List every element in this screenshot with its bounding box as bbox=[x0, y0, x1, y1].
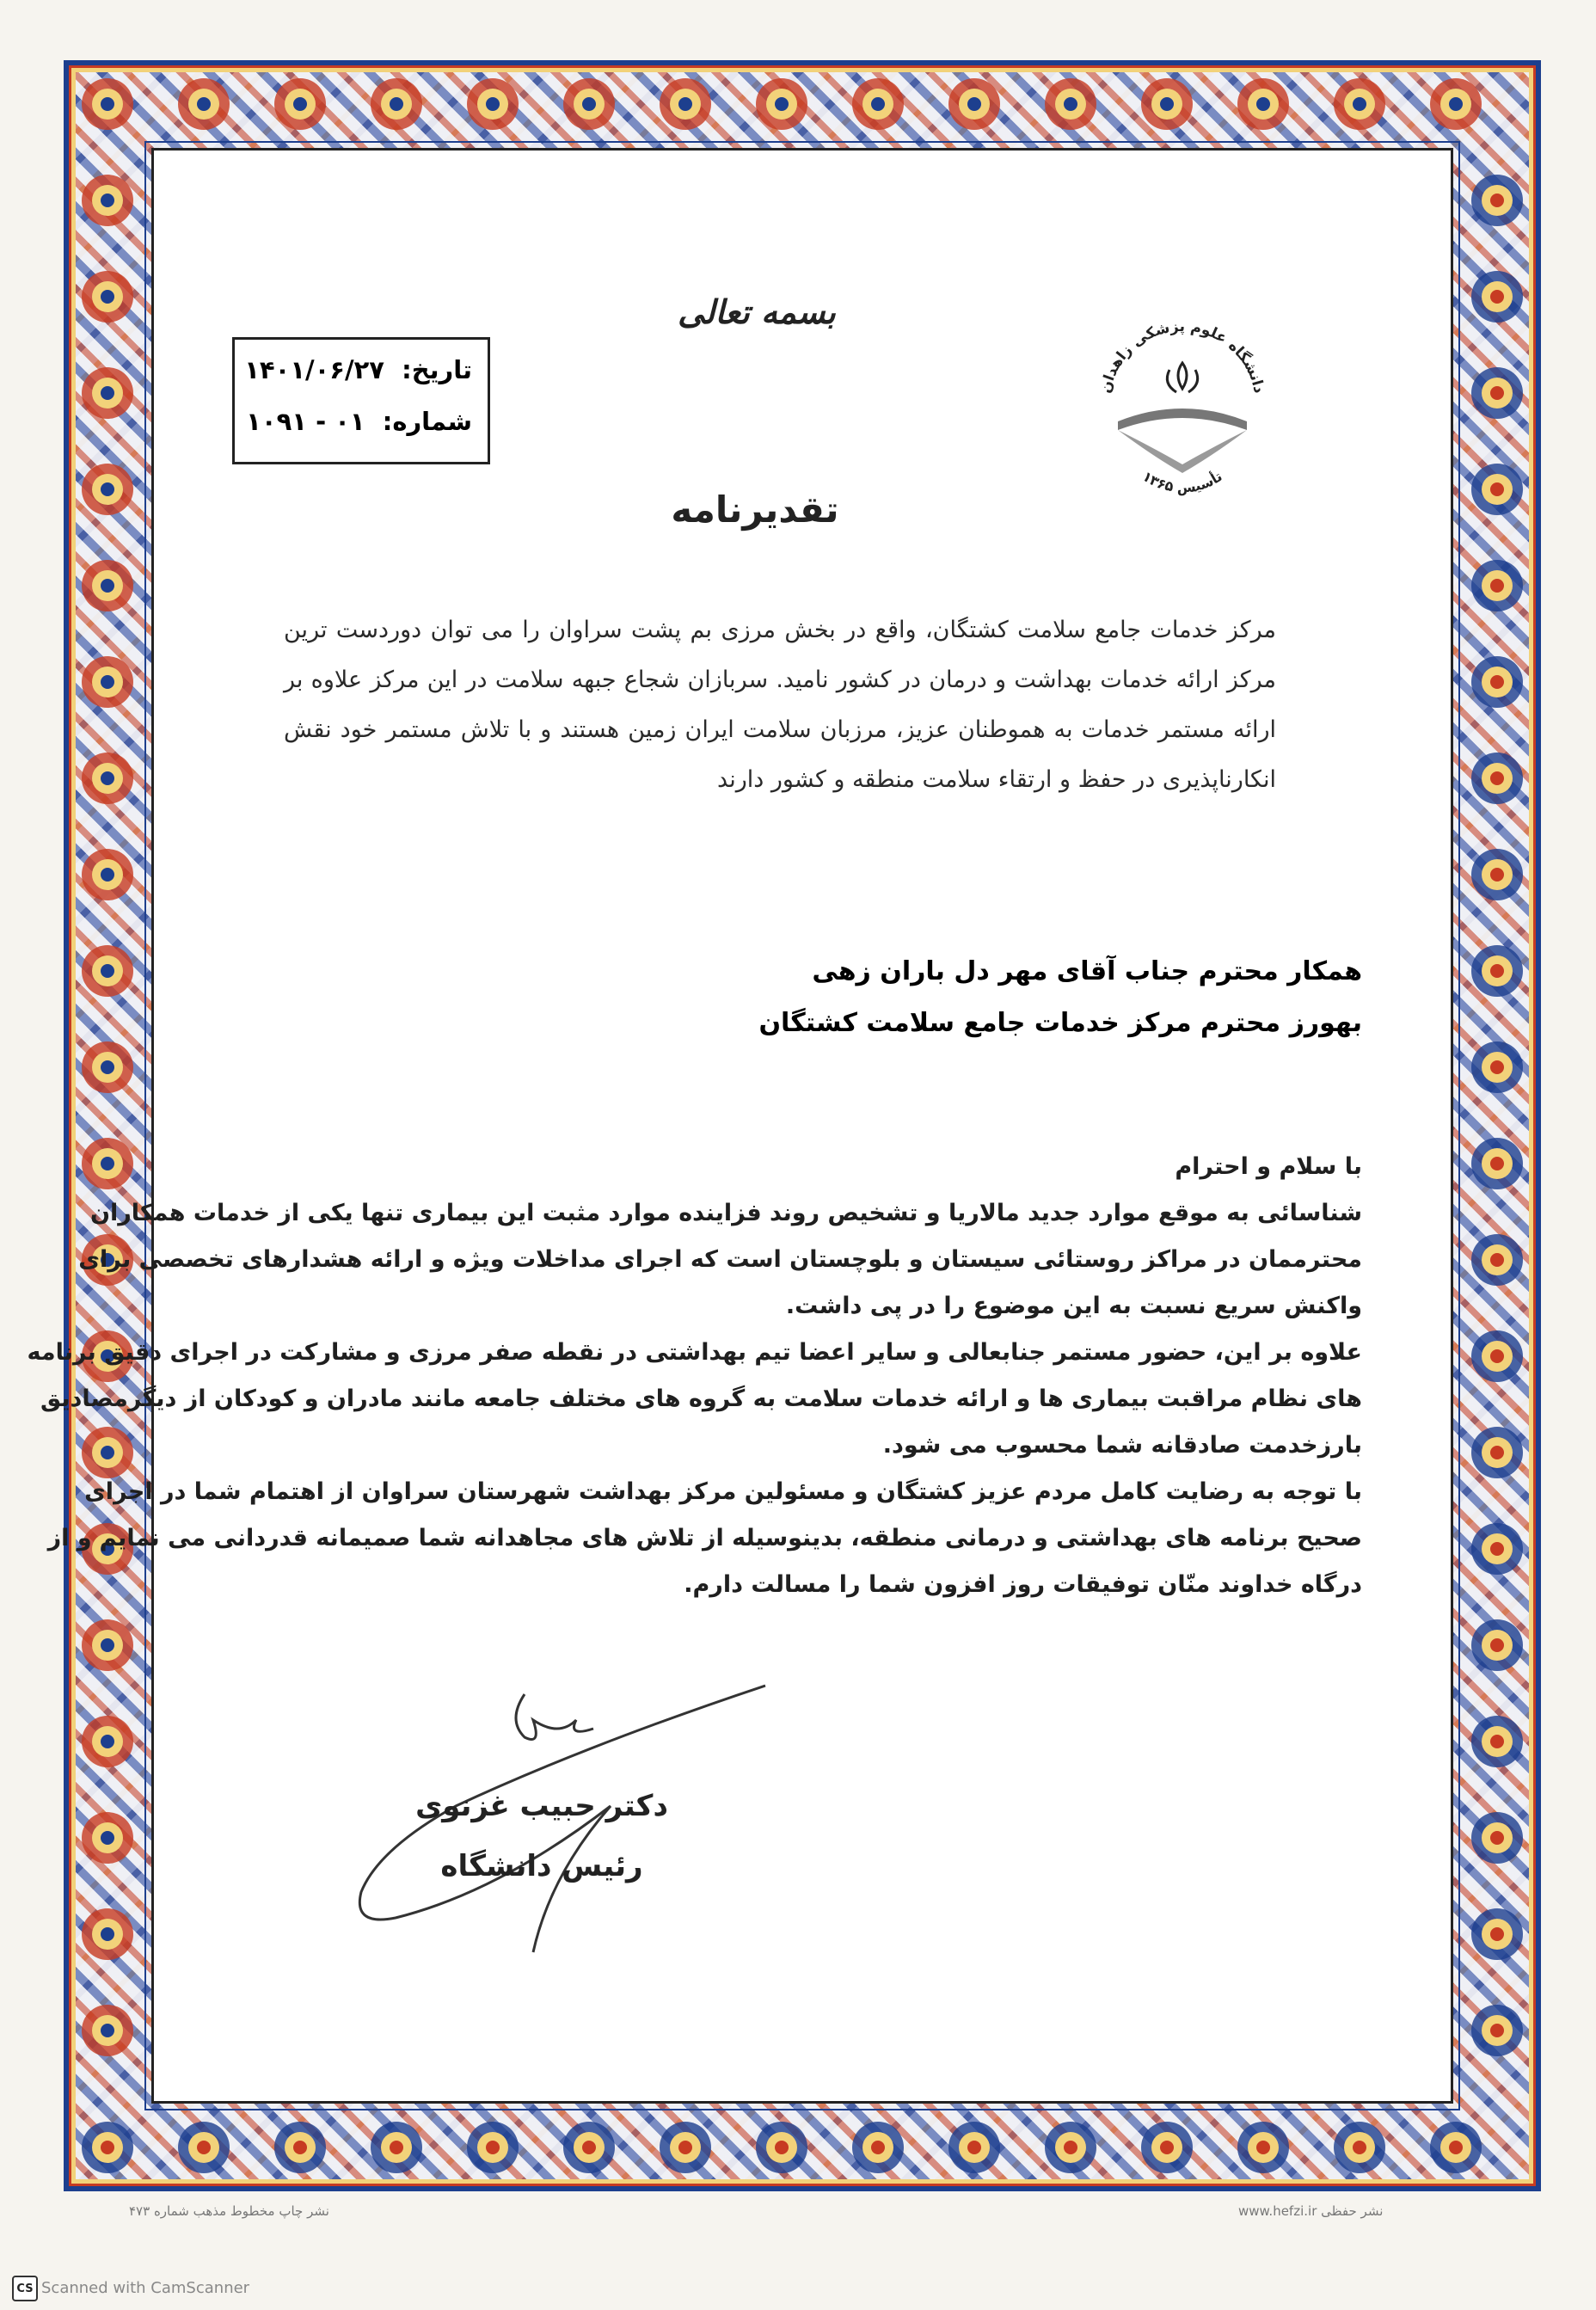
border-rosette-icon bbox=[563, 2122, 615, 2173]
body-line: شناسائی به موقع موارد جدید مالاریا و تشخیص روند فزاینده موارد مثبت این بیماری تنها یکی از خدمات همکاران bbox=[89, 1200, 1362, 1226]
border-rosette-icon bbox=[1471, 753, 1523, 804]
date-label: تاریخ: bbox=[402, 355, 472, 384]
recipient-line-1: همکار محترم جناب آقای مهر دل باران زهی bbox=[812, 956, 1362, 986]
border-rosette-icon bbox=[1471, 367, 1523, 419]
body-line: درگاه خداوند منّان توفیقات روز افزون شما را مسالت دارم. bbox=[684, 1571, 1362, 1598]
border-rosette-icon bbox=[1334, 78, 1385, 130]
reference-date bbox=[244, 355, 472, 384]
border-rosette-icon bbox=[1045, 78, 1096, 130]
body-text bbox=[27, 1144, 1362, 1608]
border-rosette-icon bbox=[1471, 1619, 1523, 1671]
number-label: شماره: bbox=[382, 407, 472, 436]
border-rosette-icon bbox=[82, 1908, 133, 1960]
border-rosette-icon bbox=[82, 849, 133, 900]
border-rosette-icon bbox=[82, 367, 133, 419]
basmala-heading: بسمه تعالی bbox=[678, 292, 836, 331]
body-line: صحیح برنامه های بهداشتی و درمانی منطقه، بدینوسیله از تلاش های مجاهدانه شما صمیمانه قدردانی می نمایم و از bbox=[47, 1525, 1362, 1551]
emblem-icon bbox=[1167, 363, 1197, 392]
border-rosette-icon bbox=[1471, 1427, 1523, 1478]
border-rosette-icon bbox=[948, 78, 1000, 130]
border-rosette-icon bbox=[274, 78, 326, 130]
border-rosette-icon bbox=[1471, 1138, 1523, 1189]
date-value: ۱۴۰۱/۰۶/۲۷ bbox=[244, 355, 385, 384]
recipient-block bbox=[430, 946, 1362, 1049]
border-rosette-icon bbox=[852, 2122, 904, 2173]
body-line: محترممان در مراکز روستائی سیستان و بلوچستان است که اجرای مداخلات ویژه و ارائه هشدارهای تخصصی برای bbox=[78, 1246, 1362, 1273]
intro-line: مرکز خدمات جامع سلامت کشتگان، واقع در بخش مرزی بم پشت سراوان را می توان دوردست ترین bbox=[284, 617, 1276, 643]
border-rosette-icon bbox=[1141, 78, 1193, 130]
border-rosette-icon bbox=[1471, 2005, 1523, 2056]
university-logo bbox=[1083, 301, 1281, 507]
border-rosette-icon bbox=[1471, 464, 1523, 515]
border-rosette-icon bbox=[563, 78, 615, 130]
recipient-line-2: بهورز محترم مرکز خدمات جامع سلامت کشتگان bbox=[758, 1008, 1362, 1038]
svg-text:دانشگاه علوم پزشکی زاهدان bbox=[1097, 318, 1268, 395]
border-rosette-icon bbox=[1471, 1523, 1523, 1575]
border-rosette-icon bbox=[82, 2122, 133, 2173]
border-rosette-icon bbox=[1430, 78, 1482, 130]
border-rosette-icon bbox=[371, 2122, 422, 2173]
intro-line: ارائه مستمر خدمات به هموطنان عزیز، مرزبان سلامت ایران زمین هستند و با تلاش مستمر خود نقش bbox=[284, 716, 1276, 743]
greeting: با سلام و احترام bbox=[1175, 1153, 1362, 1180]
border-rosette-icon bbox=[1471, 849, 1523, 900]
border-rosette-icon bbox=[82, 2005, 133, 2056]
scanner-watermark: Scanned with CamScanner bbox=[41, 2279, 250, 2297]
border-rosette-icon bbox=[948, 2122, 1000, 2173]
border-rosette-icon bbox=[274, 2122, 326, 2173]
border-rosette-icon bbox=[1471, 1812, 1523, 1864]
border-rosette-icon bbox=[1471, 1330, 1523, 1382]
border-rosette-icon bbox=[1471, 560, 1523, 611]
border-rosette-icon bbox=[1237, 78, 1289, 130]
border-rosette-icon bbox=[1471, 656, 1523, 708]
border-rosette-icon bbox=[1471, 945, 1523, 997]
border-rosette-icon bbox=[1471, 1908, 1523, 1960]
border-rosette-icon bbox=[82, 78, 133, 130]
body-line: بارزخدمت صادقانه شما محسوب می شود. bbox=[882, 1432, 1362, 1459]
body-line: با توجه به رضایت کامل مردم عزیز کشتگان و مسئولین مرکز بهداشت شهرستان سراوان از اهتمام شما در اجرای bbox=[84, 1478, 1362, 1505]
border-rosette-icon bbox=[1045, 2122, 1096, 2173]
intro-line: انکارناپذیری در حفظ و ارتقاء سلامت منطقه و کشور دارند bbox=[717, 766, 1276, 793]
border-rosette-icon bbox=[82, 1138, 133, 1189]
border-rosette-icon bbox=[82, 1716, 133, 1767]
footer-publisher: www.hefzi.ir نشر حفظی bbox=[1238, 2203, 1384, 2219]
document-title: تقدیرنامه bbox=[671, 488, 839, 531]
intro-paragraph bbox=[284, 605, 1276, 805]
body-line: واکنش سریع نسبت به این موضوع را در پی داشت. bbox=[785, 1293, 1362, 1319]
reference-number bbox=[246, 407, 472, 436]
border-rosette-icon bbox=[467, 78, 519, 130]
border-rosette-icon bbox=[82, 1812, 133, 1864]
border-rosette-icon bbox=[1471, 1716, 1523, 1767]
border-rosette-icon bbox=[82, 656, 133, 708]
border-rosette-icon bbox=[82, 1041, 133, 1093]
border-rosette-icon bbox=[660, 2122, 711, 2173]
body-line: های نظام مراقبت بیماری ها و ارائه خدمات سلامت به گروه های مختلف جامعه مانند مادران و کودکان از دیگرمصادیق bbox=[40, 1385, 1362, 1412]
border-rosette-icon bbox=[1237, 2122, 1289, 2173]
signatory-name: دکتر حبیب غزنوی bbox=[415, 1789, 668, 1823]
border-rosette-icon bbox=[467, 2122, 519, 2173]
border-rosette-icon bbox=[82, 753, 133, 804]
border-rosette-icon bbox=[82, 175, 133, 226]
body-line: علاوه بر این، حضور مستمر جنابعالی و سایر اعضا تیم بهداشتی در نقطه صفر مرزی و مشارکت در اجرای دقیق برنامه bbox=[27, 1339, 1362, 1366]
border-rosette-icon bbox=[1430, 2122, 1482, 2173]
border-rosette-icon bbox=[82, 945, 133, 997]
border-rosette-icon bbox=[82, 560, 133, 611]
border-rosette-icon bbox=[756, 78, 807, 130]
logo-founding-year: تأسیس ۱۳۶۵ bbox=[1139, 468, 1225, 496]
border-rosette-icon bbox=[82, 271, 133, 323]
border-rosette-icon bbox=[178, 78, 230, 130]
border-rosette-icon bbox=[660, 78, 711, 130]
reference-box bbox=[232, 337, 490, 464]
border-rosette-icon bbox=[1471, 1234, 1523, 1286]
border-rosette-icon bbox=[1471, 175, 1523, 226]
border-rosette-icon bbox=[371, 78, 422, 130]
border-rosette-icon bbox=[756, 2122, 807, 2173]
border-rosette-icon bbox=[1334, 2122, 1385, 2173]
border-rosette-icon bbox=[852, 78, 904, 130]
footer-print-note: نشر چاپ مخطوط مذهب شماره ۴۷۳ bbox=[129, 2203, 329, 2219]
signatory-title: رئیس دانشگاه bbox=[440, 1849, 643, 1883]
border-rosette-icon bbox=[1141, 2122, 1193, 2173]
border-rosette-icon bbox=[1471, 271, 1523, 323]
border-rosette-icon bbox=[1471, 1041, 1523, 1093]
border-rosette-icon bbox=[82, 1619, 133, 1671]
border-rosette-icon bbox=[178, 2122, 230, 2173]
camscanner-logo: CS bbox=[12, 2276, 38, 2301]
border-rosette-icon bbox=[82, 464, 133, 515]
intro-line: مرکز ارائه خدمات بهداشت و درمان در کشور نامید. سربازان شجاع جبهه سلامت در این مرکز علاوه بر bbox=[284, 667, 1276, 693]
logo-university-name: دانشگاه علوم پزشکی زاهدان bbox=[1096, 317, 1268, 396]
number-value: ۰۱ - ۱۰۹۱ bbox=[246, 407, 365, 436]
